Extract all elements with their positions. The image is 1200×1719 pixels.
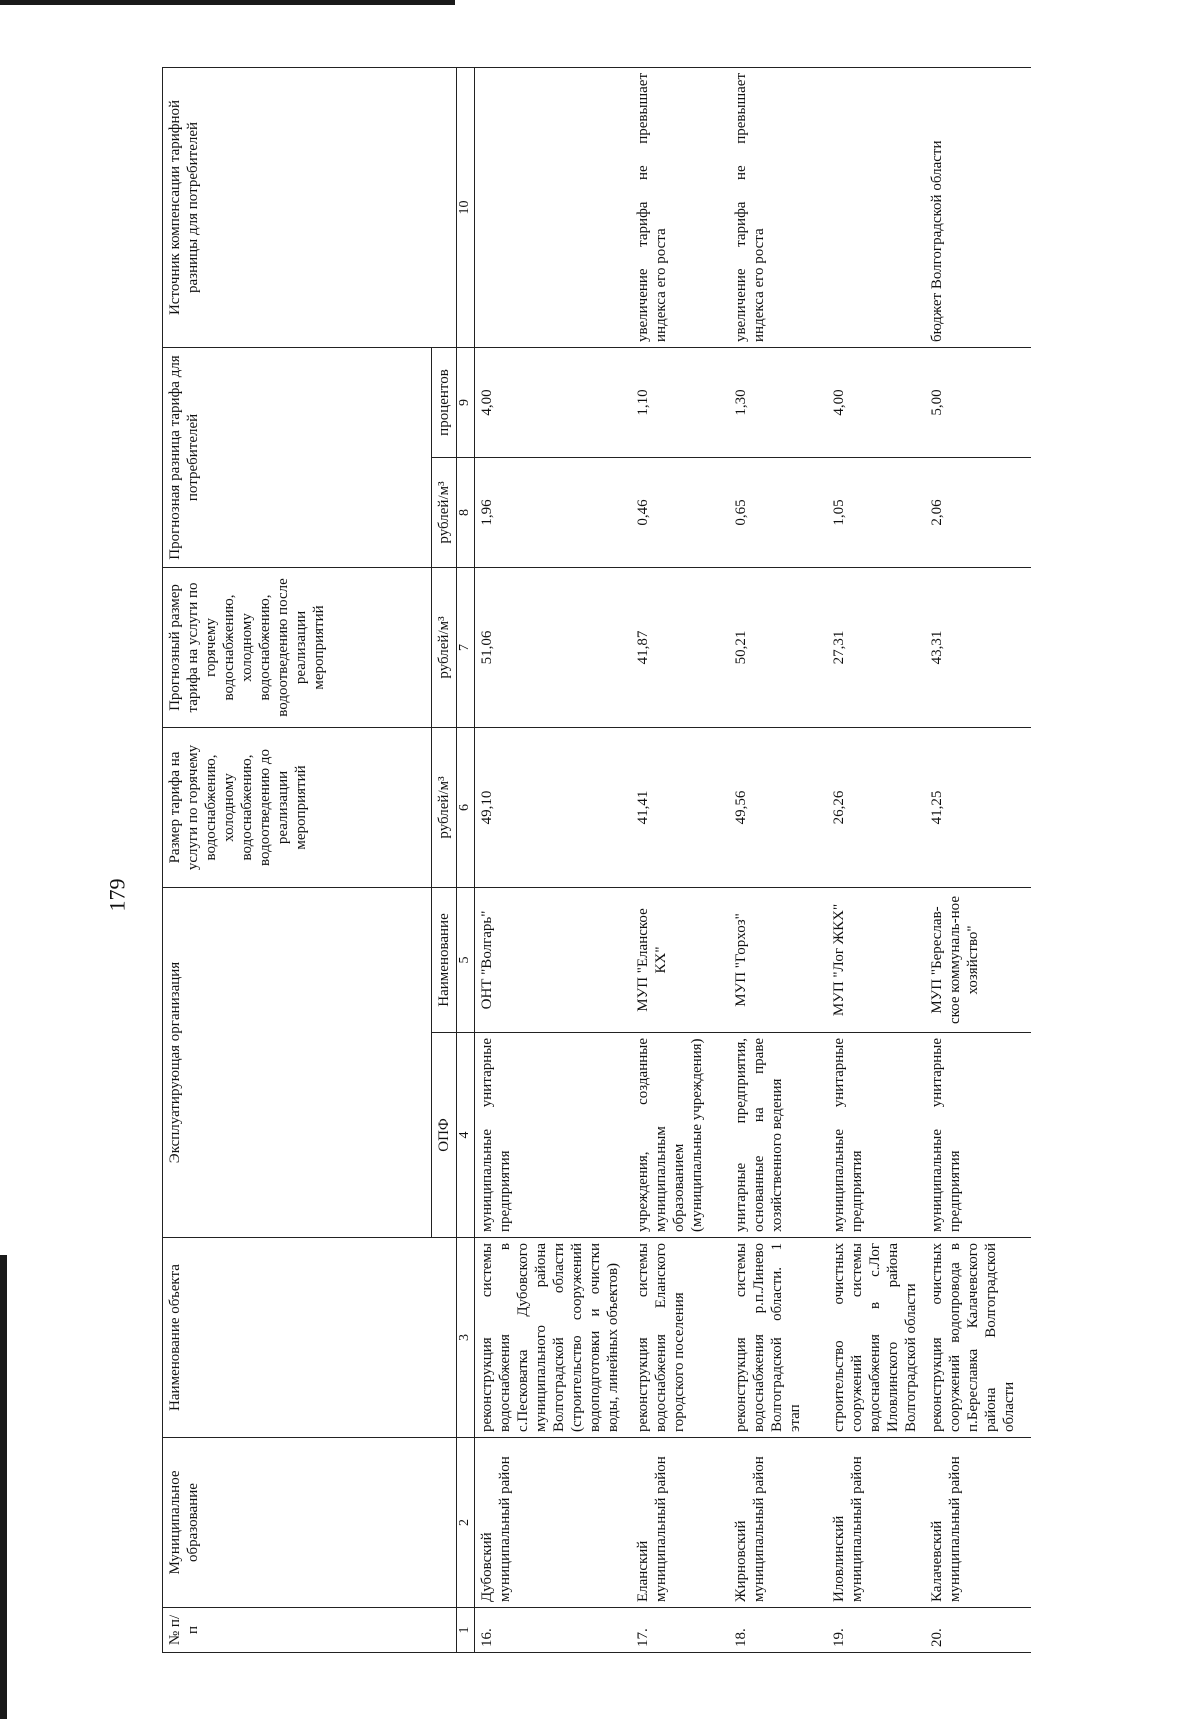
opf-cell: муниципальные унитарные предприятия (474, 1033, 631, 1238)
object-cell: реконструкция системы водоснабжения р.п.Линево Волгоградской области. 1 этап (729, 1238, 827, 1438)
column-number: 5 (457, 887, 475, 1032)
tariff-before-cell: 49,10 (474, 727, 631, 887)
tariff-after-cell: 51,06 (474, 567, 631, 727)
row-number: 16. (474, 1608, 631, 1653)
header-municipality: Муниципальное образование (163, 1438, 457, 1608)
header-unit-after: рублей/м³ (432, 567, 457, 727)
row-number: 18. (729, 1608, 827, 1653)
header-object: Наименование объекта (163, 1238, 457, 1438)
compensation-cell: бюджет Волгоградской области (925, 67, 1031, 347)
header-forecast-diff: Прогнозная разница тарифа для потребителей (163, 347, 432, 567)
diff-rub-cell: 0,65 (729, 457, 827, 567)
tariff-after-cell: 50,21 (729, 567, 827, 727)
tariff-table (162, 67, 1031, 1653)
municipality-cell: Иловлинский муниципальный район (827, 1438, 925, 1608)
object-cell: реконструкция системы водоснабжения в с.Песковатка Дубовского муниципального района Волгоградской области (строительство сооружений водоподготовки и очистки воды, линейных объектов) (474, 1238, 631, 1438)
compensation-cell: увеличение тарифа не превышает индекса его роста (729, 67, 827, 347)
object-cell: реконструкция системы водоснабжения Еланского городского поселения (631, 1238, 729, 1438)
table-row (827, 67, 925, 1652)
diff-pct-cell: 4,00 (827, 347, 925, 457)
compensation-cell (827, 67, 925, 347)
table-row (631, 67, 729, 1652)
header-no: № п/п (163, 1608, 457, 1653)
tariff-before-cell: 49,56 (729, 727, 827, 887)
table-row (729, 67, 827, 1652)
table-row (925, 67, 1031, 1652)
diff-pct-cell: 5,00 (925, 347, 1031, 457)
header-opf: ОПФ (432, 1033, 457, 1238)
header-tariff-before: Размер тарифа на услуги по горячему водоснабжению, холодному водоснабжению, водоотведению до реализации мероприятий (163, 727, 432, 887)
row-number: 19. (827, 1608, 925, 1653)
municipality-cell: Дубовский муниципальный район (474, 1438, 631, 1608)
top-border-line (0, 0, 455, 5)
column-number: 9 (457, 347, 475, 457)
table-header (163, 67, 475, 1652)
municipality-cell: Еланский муниципальный район (631, 1438, 729, 1608)
organization-name-cell: МУП "Береслав-ское коммуналь-ное хозяйство" (925, 887, 1031, 1032)
organization-name-cell: МУП "Еланское КХ" (631, 887, 729, 1032)
column-number: 4 (457, 1033, 475, 1238)
organization-name-cell: ОНТ "Волгарь" (474, 887, 631, 1032)
diff-rub-cell: 0,46 (631, 457, 729, 567)
diff-pct-cell: 1,10 (631, 347, 729, 457)
column-number: 7 (457, 567, 475, 727)
row-number: 20. (925, 1608, 1031, 1653)
opf-cell: муниципальные унитарные предприятия (827, 1033, 925, 1238)
column-number: 10 (457, 67, 475, 347)
column-number: 3 (457, 1238, 475, 1438)
municipality-cell: Жирновский муниципальный район (729, 1438, 827, 1608)
tariff-before-cell: 41,25 (925, 727, 1031, 887)
column-number: 6 (457, 727, 475, 887)
header-unit-diff-pct: процентов (432, 347, 457, 457)
tariff-before-cell: 41,41 (631, 727, 729, 887)
header-unit-diff-rub: рублей/м³ (432, 457, 457, 567)
tariff-after-cell: 27,31 (827, 567, 925, 727)
opf-cell: муниципальные унитарные предприятия (925, 1033, 1031, 1238)
header-tariff-after: Прогнозный размер тарифа на услуги по горячему водоснабжению, холодному водоснабжению, водоотведению после реализации мероприятий (163, 567, 432, 727)
object-cell: строительство очистных сооружений системы водоснабжения в с.Лог Иловлинского района Волгоградской области (827, 1238, 925, 1438)
object-cell: реконструкция очистных сооружений водопровода в п.Береславка Калачевского района Волгоградской области (925, 1238, 1031, 1438)
tariff-after-cell: 43,31 (925, 567, 1031, 727)
column-number: 2 (457, 1438, 475, 1608)
header-unit-before: рублей/м³ (432, 727, 457, 887)
tariff-before-cell: 26,26 (827, 727, 925, 887)
table-body (474, 67, 1031, 1652)
diff-pct-cell: 1,30 (729, 347, 827, 457)
opf-cell: унитарные предприятия, основанные на праве хозяйственного ведения (729, 1033, 827, 1238)
organization-name-cell: МУП "Горхоз" (729, 887, 827, 1032)
scan-edge-bar (0, 1255, 7, 1719)
diff-rub-cell: 2,06 (925, 457, 1031, 567)
opf-cell: учреждения, созданные муниципальным образованием (муниципальные учреждения) (631, 1033, 729, 1238)
column-number: 1 (457, 1608, 475, 1653)
header-operator: Эксплуатирующая организация (163, 887, 432, 1237)
compensation-cell (474, 67, 631, 347)
tariff-after-cell: 41,87 (631, 567, 729, 727)
header-compensation: Источник компенсации тарифной разницы для потребителей (163, 67, 457, 347)
diff-pct-cell: 4,00 (474, 347, 631, 457)
compensation-cell: увеличение тарифа не превышает индекса его роста (631, 67, 729, 347)
column-number: 8 (457, 457, 475, 567)
organization-name-cell: МУП "Лог ЖКХ" (827, 887, 925, 1032)
rotated-page (162, 68, 1017, 1653)
header-name: Наименование (432, 887, 457, 1032)
diff-rub-cell: 1,96 (474, 457, 631, 567)
page-number: 179 (104, 878, 129, 912)
table-row (474, 67, 631, 1652)
diff-rub-cell: 1,05 (827, 457, 925, 567)
municipality-cell: Калачевский муниципальный район (925, 1438, 1031, 1608)
row-number: 17. (631, 1608, 729, 1653)
